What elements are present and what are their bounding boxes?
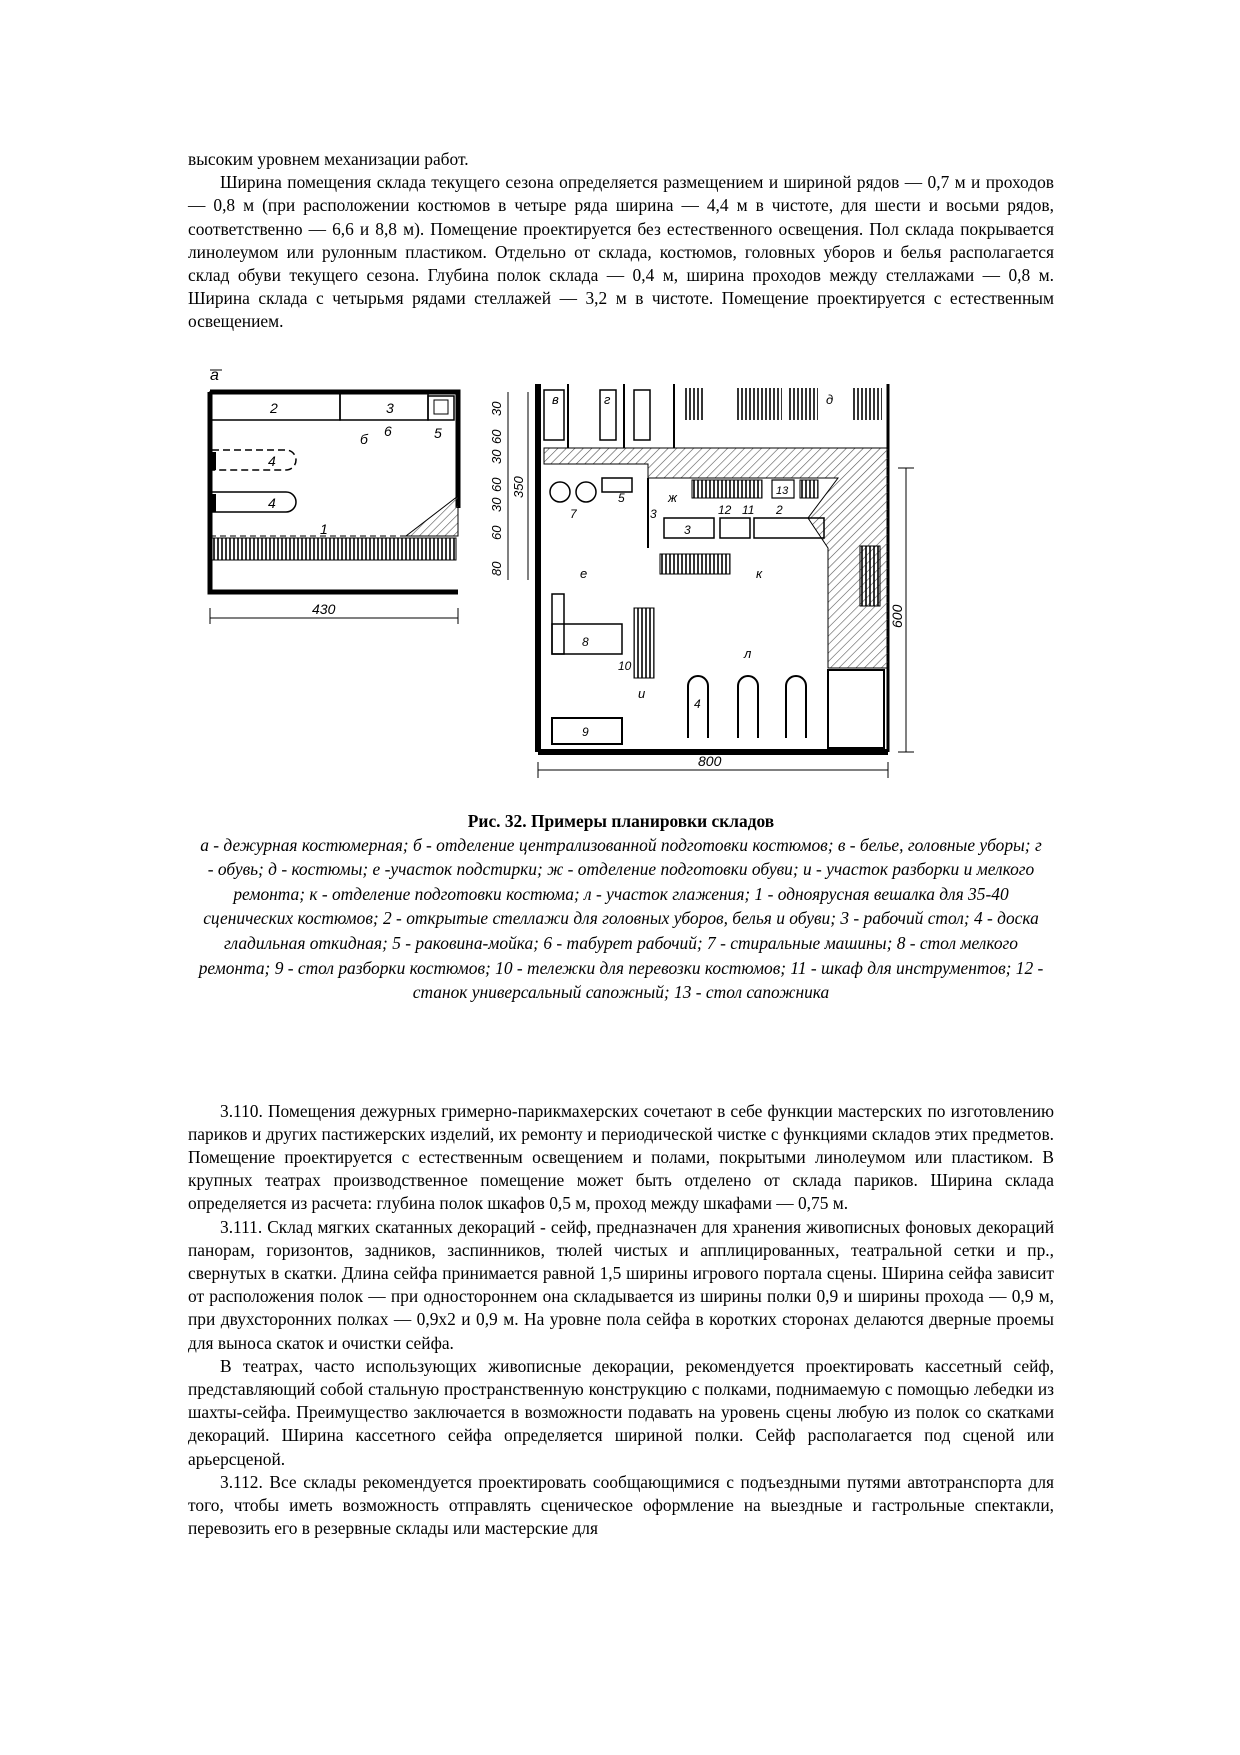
plan-a-label: 3 xyxy=(386,399,394,416)
plan-b-room-letter: е xyxy=(580,565,588,581)
plan-b-room-letter: и xyxy=(638,685,646,701)
plan-b-label: 5 xyxy=(618,490,625,505)
plan-b-label: 11 xyxy=(742,502,755,517)
plan-b-room-letter: д xyxy=(826,391,834,407)
plan-a-width-dimension: 430 xyxy=(312,600,336,617)
dim: 350 xyxy=(511,475,526,498)
plan-a-label: 2 xyxy=(270,399,278,416)
plan-b-label: 4 xyxy=(694,696,701,711)
plan-b-label: 9 xyxy=(582,724,589,739)
paragraph: 3.111. Склад мягких скатанных декораций - сейф, предназначен для хранения живописных фоновых декораций панорам, горизонтов, задников, заспинников, тюлей чистых и апплицированных, театральной сетки и пр., свернутых в скатки. Длина сейфа принимается равной 1,5 ширины игрового портала сцены. Ширина сейфа зависит от расположения полок — при одностороннем она складывается из ширины полки 0,9 и ширины прохода — 0,9 м, при двухсторонних полках — 0,9x2 и 0,9 м. На уровне пола сейфа в коротких сторонах делаются дверные проемы для выноса скаток и очистки сейфа. xyxy=(188,1216,1054,1353)
figure-caption-legend: а - дежурная костюмерная; б - отделение централизованной подготовки костюмов; в - белье, головные уборы; г - обувь; д - костюмы; е -участок подстирки; ж - отделение подготовки обуви; и - участок разборки и мелкого ремонта; к - отделение подготовки костюма; л - участок глажения; 1 - одноярусная вешалка для 35-40 сценических костюмов; 2 - открытые стеллажи для головных уборов, белья и обуви; 3 - рабочий стол; 4 - доска гладильная откидная; 5 - раковина-мойка; 6 - табурет рабочий; 7 - стиральные машины; 8 - стол мелкого ремонта; 9 - стол разборки костюмов; 10 - тележки для перевозки костюмов; 11 - шкаф для инструментов; 12 - станок универсальный сапожный; 13 - стол сапожника xyxy=(198,834,1044,1003)
plan-b-room-letter: в xyxy=(552,391,559,407)
floor-plan-drawing xyxy=(188,368,1054,788)
dim: 30 xyxy=(489,449,504,464)
plan-a-label: 1 xyxy=(320,520,328,537)
plan-b-room-letter: ж xyxy=(668,489,677,505)
document-page xyxy=(188,148,1054,1540)
plan-a-label: 4 xyxy=(268,494,276,511)
dim: 60 xyxy=(489,525,504,540)
paragraph: 3.112. Все склады рекомендуется проектировать сообщающимися с подъездными путями автотранспорта для того, чтобы иметь возможность отправлять сценическое оформление на выездные и гастрольные спектакли, перевозить его в резервные склады или мастерские для xyxy=(188,1471,1054,1539)
dim: 30 xyxy=(489,497,504,512)
plan-a xyxy=(210,368,458,624)
paragraph: В театрах, часто использующих живописные декорации, рекомендуется проектировать кассетный сейф, представляющий собой стальную пространственную конструкцию с полками, поднимаемую с помощью лебедки из шахты-сейфа. Преимущество заключается в возможности подавать на уровень сцены любую из полок со скатками декораций. Ширина кассетного сейфа определяется шириной полки. Сейф располагается под сценой или арьерсценой. xyxy=(188,1355,1054,1469)
paragraph: Ширина помещения склада текущего сезона определяется размещением и шириной рядов — 0,7 м и проходов — 0,8 м (при расположении костюмов в четыре ряда ширина — 4,4 м в чистоте, для шести и восьми рядов, соответственно — 6,6 и 8,8 м). Помещение проектируется без естественного освещения. Пол склада покрывается линолеумом или рулонным пластиком. Отдельно от склада, костюмов, головных уборов и белья располагается склад обуви текущего сезона. Глубина полок склада — 0,4 м, ширина проходов между стеллажами — 0,8 м. Ширина склада с четырьмя рядами стеллажей — 3,2 м в чистоте. Помещение проектируется с естественным освещением. xyxy=(188,172,1054,332)
plan-a-label: 6 xyxy=(384,422,392,439)
figure-caption-title: Рис. 32. Примеры планировки складов xyxy=(467,810,775,831)
plan-b-label: 10 xyxy=(618,658,632,673)
dim: 60 xyxy=(489,429,504,444)
plan-b xyxy=(489,384,914,778)
plan-a-label: 5 xyxy=(434,424,442,441)
paragraph: 3.110. Помещения дежурных гримерно-парикмахерских сочетают в себе функции мастерских по изготовлению париков и других пастижерских изделий, их ремонту и периодической чистке с функциями складов этих предметов. Помещение проектируется с естественным освещением и полами, покрытыми линолеумом или пластиком. В крупных театрах производственное помещение может быть отделено от склада париков. Ширина склада определяется из расчета: глубина полок шкафов 0,5 м, проход между шкафами — 0,75 м. xyxy=(188,1100,1054,1214)
dim: 80 xyxy=(489,561,504,576)
plan-b-label: 2 xyxy=(776,502,783,517)
dim: 30 xyxy=(489,401,504,416)
plan-b-room-letter: г xyxy=(604,391,611,407)
plan-b-label: 8 xyxy=(582,634,589,649)
dim: 60 xyxy=(489,477,504,492)
plan-b-height-dimension: 600 xyxy=(889,604,905,628)
plan-a-label: 4 xyxy=(268,452,276,469)
plan-b-label: 12 xyxy=(718,502,732,517)
paragraph: высоким уровнем механизации работ. xyxy=(188,149,469,169)
plan-b-label: 3 xyxy=(650,506,657,521)
plan-b-label: 13 xyxy=(776,484,789,497)
plan-a-room-letter: б xyxy=(360,430,368,447)
plan-b-room-letter: к xyxy=(756,565,763,581)
plan-a-letter: а xyxy=(210,367,219,384)
figure-32 xyxy=(188,368,1054,1074)
plan-b-label: 3 xyxy=(684,522,691,537)
plan-b-label: 7 xyxy=(570,506,577,521)
plan-b-width-dimension: 800 xyxy=(698,752,722,769)
plan-b-room-letter: л xyxy=(744,645,752,661)
